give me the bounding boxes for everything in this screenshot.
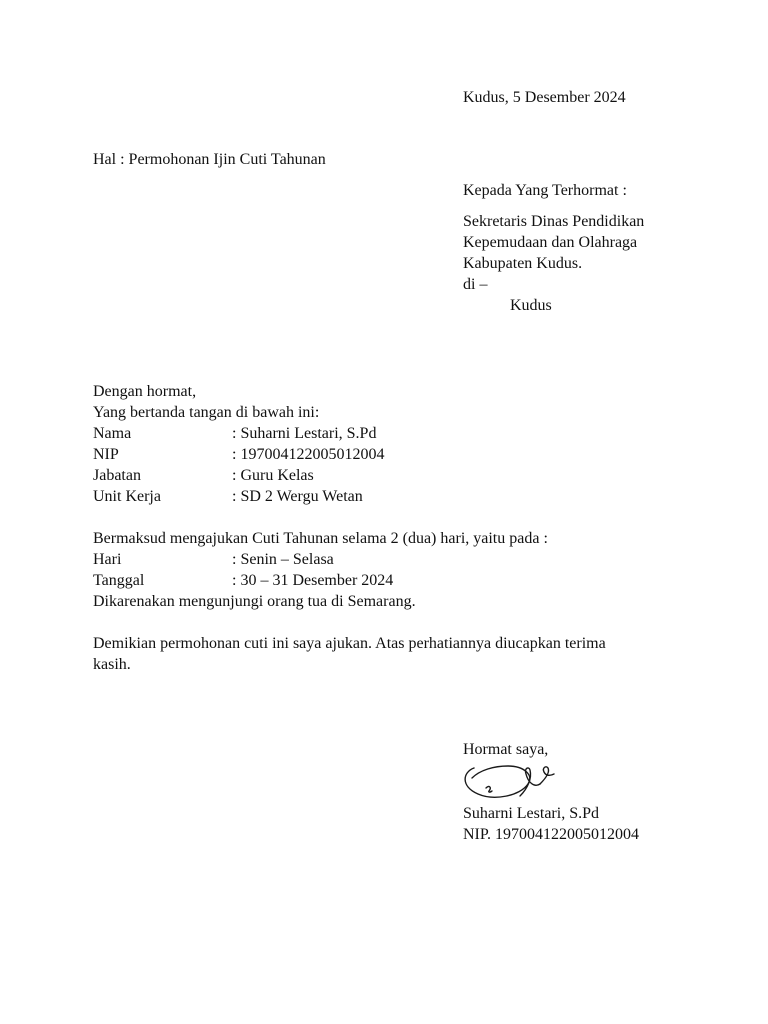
- identity-value: : Guru Kelas: [232, 467, 314, 484]
- leave-value: : 30 – 31 Desember 2024: [232, 572, 394, 589]
- reason-line: Dikarenakan mengunjungi orang tua di Semarang.: [93, 593, 416, 610]
- subject-line: Hal : Permohonan Ijin Cuti Tahunan: [93, 151, 326, 168]
- identity-value: : SD 2 Wergu Wetan: [232, 488, 363, 505]
- spacer: [93, 612, 606, 633]
- identity-value: : Suharni Lestari, S.Pd: [232, 425, 377, 442]
- place-date: Kudus, 5 Desember 2024: [463, 89, 626, 106]
- identity-row: [93, 486, 606, 507]
- greeting: Dengan hormat,: [93, 383, 197, 400]
- signature-image: [458, 758, 568, 806]
- recipient-city: Kudus: [510, 297, 552, 314]
- identity-label: Unit Kerja: [93, 488, 161, 505]
- request-line: Bermaksud mengajukan Cuti Tahunan selama 2 (dua) hari, yaitu pada :: [93, 530, 548, 547]
- identity-row: [93, 423, 606, 444]
- recipient-line: di –: [463, 276, 488, 293]
- identity-label: NIP: [93, 446, 119, 463]
- leave-row: [93, 570, 606, 591]
- identity-label: Jabatan: [93, 467, 141, 484]
- recipient-line: Sekretaris Dinas Pendidikan: [463, 213, 645, 230]
- signer-nip: NIP. 197004122005012004: [463, 826, 640, 843]
- signer-name: Suharni Lestari, S.Pd: [463, 805, 599, 822]
- recipient-salutation: Kepada Yang Terhormat :: [463, 182, 627, 199]
- recipient-line: Kepemudaan dan Olahraga: [463, 234, 638, 251]
- leave-value: : Senin – Selasa: [232, 551, 334, 568]
- spacer: [93, 507, 606, 528]
- letter-body: [93, 381, 606, 675]
- identity-label: Nama: [93, 425, 132, 442]
- closing-paragraph-line: Demikian permohonan cuti ini saya ajukan. Atas perhatiannya diucapkan terima: [93, 635, 606, 652]
- intro-line: Yang bertanda tangan di bawah ini:: [93, 404, 320, 421]
- leave-label: Tanggal: [93, 572, 145, 589]
- identity-row: [93, 444, 606, 465]
- recipient-line: Kabupaten Kudus.: [463, 255, 583, 272]
- leave-row: [93, 549, 606, 570]
- identity-row: [93, 465, 606, 486]
- closing-paragraph-line: kasih.: [93, 656, 131, 673]
- recipient-address: [463, 211, 644, 316]
- identity-value: : 197004122005012004: [232, 446, 385, 463]
- leave-label: Hari: [93, 551, 122, 568]
- sign-off-closing: Hormat saya,: [463, 741, 549, 758]
